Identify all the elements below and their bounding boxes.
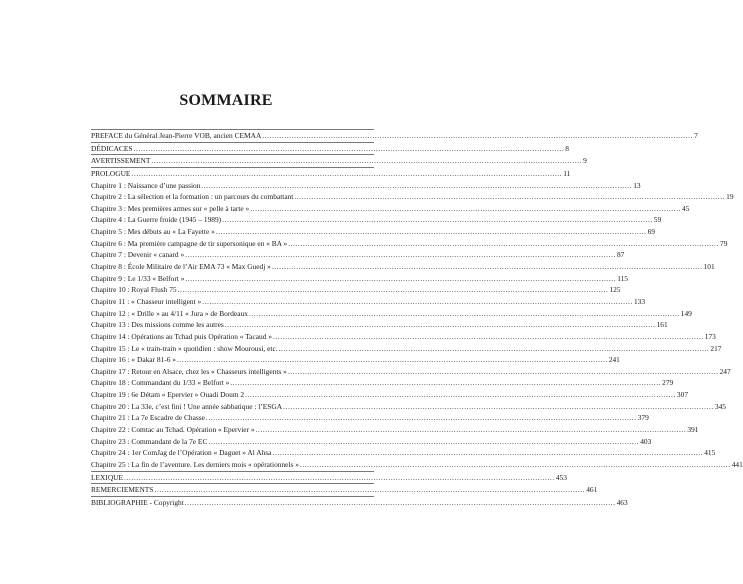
toc-entry-page-number: 9 [583, 156, 587, 166]
toc-entry-page-number: 415 [704, 448, 716, 458]
toc-entry-label: Chapitre 14 : Opérations au Tchad puis Opération « Tacaud » [91, 331, 272, 341]
toc-entry-label: Chapitre 1 : Naissance d’une passion [91, 180, 201, 190]
toc-entry-page-number: 8 [565, 143, 569, 153]
toc-entry-label: BIBLIOGRAPHIE - Copyright [91, 497, 184, 507]
dot-leader [185, 273, 616, 285]
toc-entry-label: DÉDICACES [91, 143, 133, 153]
dot-leader [262, 130, 693, 142]
toc-entry-label: Chapitre 13 : Des missions comme les autres [91, 320, 224, 330]
toc-entry [91, 331, 716, 343]
toc-entry-label: Chapitre 10 : Royal Flush 75 [91, 285, 177, 295]
toc-entry [91, 167, 571, 180]
dot-leader [225, 319, 656, 331]
toc-entry-label: Chapitre 2 : La sélection et la formation : un parcours du combattant [91, 192, 294, 202]
toc-entry [91, 319, 668, 331]
dot-leader [279, 343, 710, 355]
toc-entry-label: Chapitre 8 : École Militaire de l’Air EMA 73 « Max Guedj » [91, 262, 271, 272]
toc-entry [91, 238, 728, 250]
toc-entry-page-number: 161 [656, 320, 668, 330]
dot-leader [300, 459, 731, 471]
toc-entry-page-number: 247 [719, 366, 731, 376]
dot-leader [151, 155, 582, 167]
toc-entry [91, 343, 722, 355]
dot-leader [288, 238, 719, 250]
toc-entry [91, 154, 587, 167]
toc-entry [91, 261, 715, 273]
toc-entry-page-number: 69 [647, 227, 655, 237]
toc-entry-page-number: 11 [563, 168, 571, 178]
toc-entry-label: PREFACE du Général Jean-Pierre VOB, ancien CEMAA [91, 130, 262, 140]
toc-entry [91, 412, 649, 424]
toc-entry-page-number: 101 [703, 262, 715, 272]
toc-entry-page-number: 461 [586, 485, 598, 495]
toc-entry-label: Chapitre 24 : 1er ComJag de l’Opération « Daguet » Al Ahsa [91, 448, 272, 458]
toc-entry [91, 471, 567, 484]
toc-entry [91, 249, 625, 261]
dot-leader [208, 436, 639, 448]
toc-entry-label: PROLOGUE [91, 168, 131, 178]
toc-entry-label: AVERTISSEMENT [91, 156, 151, 166]
dot-leader [133, 143, 564, 155]
dot-leader [250, 203, 681, 215]
toc-entry [91, 191, 734, 203]
toc-entry-page-number: 45 [682, 203, 690, 213]
toc-entry-label: Chapitre 18 : Commandant du 1/33 « Belfort » [91, 378, 230, 388]
dot-leader [202, 296, 633, 308]
dot-leader [201, 180, 632, 192]
dot-leader [206, 412, 637, 424]
dot-leader [256, 424, 687, 436]
dot-leader [124, 472, 555, 484]
toc-entry [91, 496, 628, 509]
dot-leader [131, 168, 562, 180]
toc-entry [91, 203, 690, 215]
toc-entry-label: Chapitre 23 : Commandant de la 7e EC [91, 436, 208, 446]
dot-leader [185, 249, 616, 261]
page-title: SOMMAIRE [179, 92, 273, 109]
toc-entry-label: Chapitre 20 : La 33e, c’est fini ! Une année sabbatique : l’ESGA [91, 401, 283, 411]
dot-leader [245, 389, 676, 401]
toc-entry [91, 459, 743, 471]
toc-entry-label: Chapitre 5 : Mes débuts au « La Fayette » [91, 227, 215, 237]
toc-entry [91, 447, 716, 459]
toc-entry [91, 214, 662, 226]
toc-entry [91, 377, 674, 389]
toc-entry-label: Chapitre 16 : « Dakar 81-6 » [91, 355, 176, 365]
toc-entry [91, 424, 699, 436]
toc-entry [91, 273, 628, 285]
toc-entry-page-number: 87 [616, 250, 625, 260]
toc-entry [91, 142, 569, 155]
toc-entry-label: Chapitre 12 : « Drille » au 4/11 « Jura » de Bordeaux [91, 308, 248, 318]
toc-entry-page-number: 403 [640, 436, 652, 446]
toc-entry-page-number: 59 [653, 215, 662, 225]
dot-leader [272, 261, 703, 273]
toc-entry-page-number: 125 [609, 285, 621, 295]
toc-entry-page-number: 463 [616, 497, 628, 507]
toc-entry-label: Chapitre 7 : Devenir « canard » [91, 250, 185, 260]
toc-entry [91, 284, 621, 296]
dot-leader [154, 484, 585, 496]
toc-entry-label: REMERCIEMENTS [91, 485, 154, 495]
toc-entry-label: Chapitre 15 : Le « train-train » quotidien : show Mourousi, etc. [91, 343, 278, 353]
toc-entry [91, 308, 692, 320]
dot-leader [185, 497, 616, 509]
toc-entry-page-number: 115 [617, 273, 628, 283]
dot-leader [230, 377, 661, 389]
toc-entry [91, 129, 698, 142]
toc-entry [91, 180, 641, 192]
toc-entry-page-number: 379 [637, 413, 649, 423]
toc-entry-label: Chapitre 25 : La fin de l’aventure. Les derniers mois « opérationnels » [91, 459, 299, 469]
toc-entry [91, 354, 620, 366]
toc-entry [91, 226, 655, 238]
table-of-contents [91, 129, 743, 509]
dot-leader [273, 331, 704, 343]
toc-entry-page-number: 307 [676, 390, 689, 400]
dot-leader [178, 284, 609, 296]
dot-leader [177, 354, 608, 366]
toc-entry-label: Chapitre 6 : Ma première campagne de tir supersonique en « BA » [91, 238, 288, 248]
toc-entry-label: Chapitre 11 : « Chasseur intelligent » [91, 296, 202, 306]
toc-entry-page-number: 79 [720, 238, 728, 248]
toc-entry-page-number: 453 [555, 472, 567, 482]
toc-entry-page-number: 149 [680, 308, 692, 318]
toc-entry-page-number: 133 [633, 296, 646, 306]
dot-leader [249, 308, 680, 320]
dot-leader [294, 191, 725, 203]
dot-leader [216, 226, 647, 238]
dot-leader [283, 401, 714, 413]
toc-entry [91, 366, 731, 378]
dot-leader [288, 366, 719, 378]
toc-entry-page-number: 241 [608, 355, 620, 365]
toc-entry [91, 483, 598, 496]
toc-entry-page-number: 279 [662, 378, 674, 388]
toc-entry-page-number: 217 [710, 343, 722, 353]
dot-leader [222, 214, 653, 226]
toc-entry-page-number: 173 [704, 331, 716, 341]
toc-entry-label: Chapitre 17 : Retour en Alsace, chez les « Chasseurs intelligents » [91, 366, 287, 376]
toc-entry-page-number: 13 [633, 180, 641, 190]
toc-entry [91, 389, 689, 401]
toc-entry-page-number: 345 [714, 401, 726, 411]
toc-entry-label: Chapitre 19 : 6e Détam « Epervier » Ouadi Doum 2 [91, 390, 245, 400]
toc-entry-label: Chapitre 21 : La 7e Escadre de Chasse [91, 413, 205, 423]
toc-entry-label: LEXIQUE [91, 472, 124, 482]
toc-entry-page-number: 441 [731, 459, 743, 469]
toc-entry [91, 436, 652, 448]
toc-entry [91, 401, 726, 413]
toc-entry-page-number: 391 [687, 425, 699, 434]
toc-entry-label: Chapitre 3 : Mes premières armes sur « pelle à tarte » [91, 203, 250, 213]
dot-leader [272, 447, 703, 459]
toc-entry-label: Chapitre 4 : La Guerre froide (1945 – 1989) [91, 215, 222, 225]
toc-entry-label: Chapitre 22 : Comtac au Tchad. Opération « Epervier » [91, 425, 255, 434]
toc-entry [91, 296, 646, 308]
toc-entry-label: Chapitre 9 : Le 1/33 « Belfort » [91, 273, 185, 283]
toc-entry-page-number: 7 [694, 130, 698, 140]
toc-entry-page-number: 19 [726, 192, 734, 202]
